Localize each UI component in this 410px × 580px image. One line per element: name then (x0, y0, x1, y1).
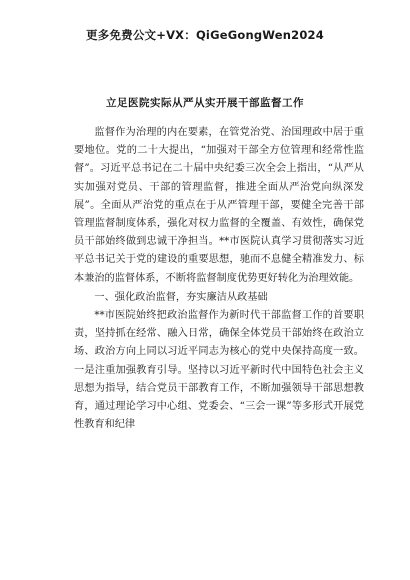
section-heading: 一、强化政治监督，夯实廉洁从政基础 (94, 291, 268, 303)
intro-paragraph: 监督作为治理的内在要素，在管党治党、治国理政中居于重要地位。党的二十大提出，“加强对干部全方位管理和经常性监督”。习近平总书记在二十届中央纪委三次全会上指出，“从严从实加强对党员、干部的管理监督，推进全面从严治党向纵深发展”。全面从严治党的重点在于从严管理干部，要健全完善干部管理监督制度体系，强化对权力监督的全覆盖、有效性，确保党员干部始终做到忠诚干净担当。**市医院认真学习贯彻落实习近平总书记关于党的建设的重要思想，驰而不息健全精准发力、标本兼治的监督体系，不断将监督制度优势更好转化为治理效能。 (74, 127, 364, 284)
document-title: 立足医院实际从严从实开展干部监督工作 (106, 97, 304, 109)
promo-banner: 更多免费公文+VX：QiGeGongWen2024 (86, 28, 324, 42)
document-body (74, 124, 364, 434)
body-paragraph: **市医院始终把政治监督作为新时代干部监督工作的首要职责，坚持抓在经常、融入日常，确保全体党员干部始终在政治立场、政治方向上同以习近平同志为核心的党中央保持高度一致。一是注重加强教育引导。坚持以习近平新时代中国特色社会主义思想为指导，结合党员干部教育工作，不断加强领导干部思想教育，通过理论学习中心组、党委会、“三会一课”等多形式开展党性教育和纪律 (74, 310, 364, 431)
